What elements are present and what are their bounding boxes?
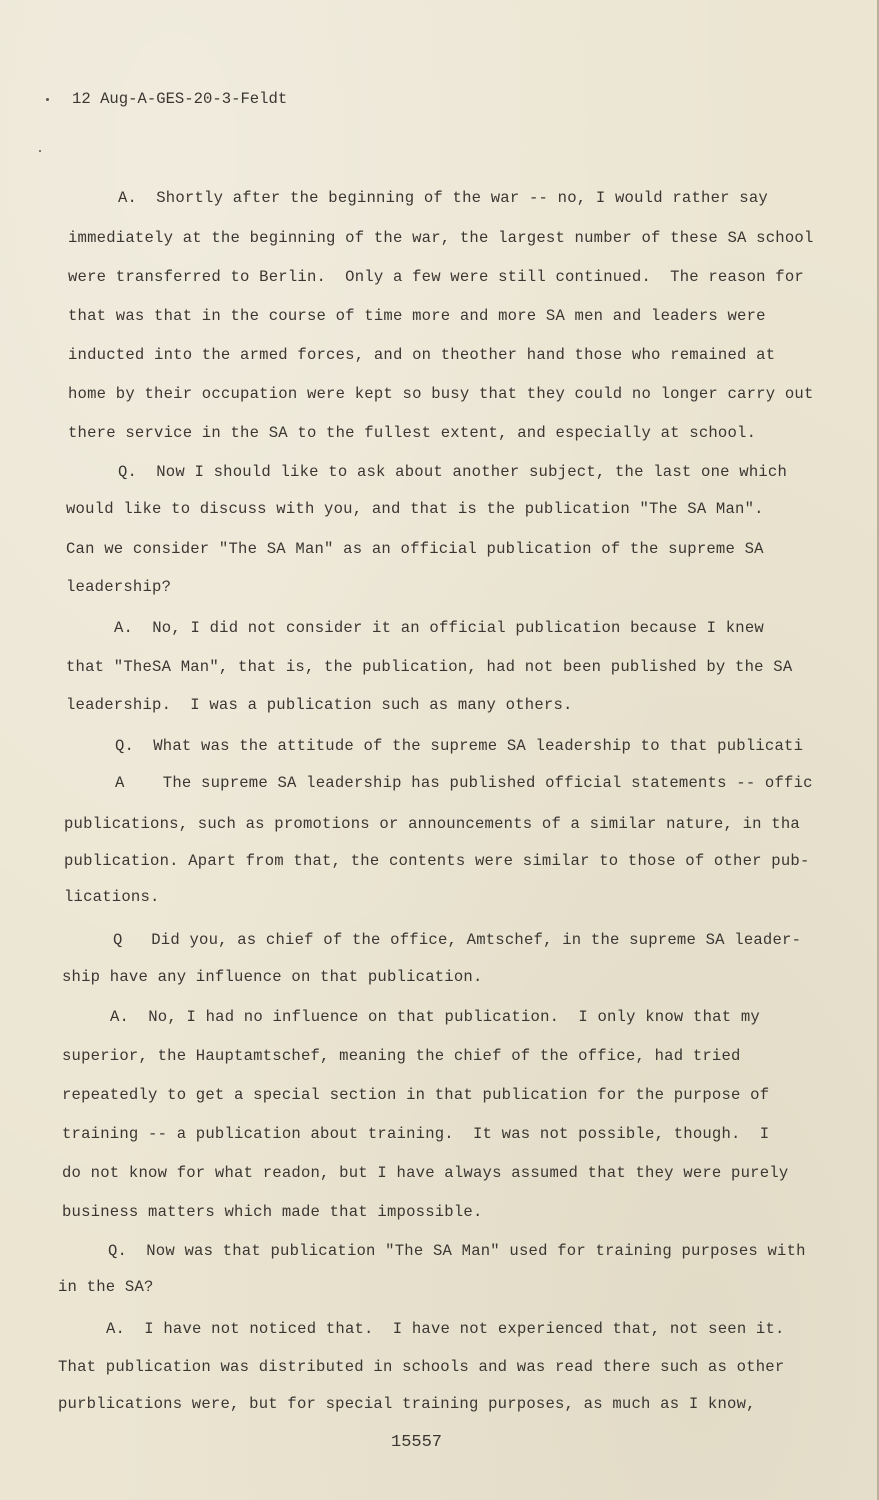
- text-line: home by their occupation were kept so busy that they could no longer carry out: [68, 385, 814, 403]
- text-line: that was that in the course of time more and more SA men and leaders were: [68, 307, 766, 325]
- text-line: lications.: [64, 888, 160, 906]
- text-line: superior, the Hauptamtschef, meaning the chief of the office, had tried: [62, 1047, 741, 1065]
- text-line: A. No, I did not consider it an official publication because I knew: [114, 619, 764, 637]
- text-line: A. Shortly after the beginning of the war -- no, I would rather say: [118, 189, 768, 207]
- text-line: purblications were, but for special training purposes, as much as I know,: [58, 1395, 756, 1413]
- text-line: Q. What was the attitude of the supreme SA leadership to that publicati: [115, 737, 804, 755]
- text-line: inducted into the armed forces, and on theother hand those who remained at: [68, 346, 776, 364]
- text-line: in the SA?: [58, 1278, 154, 1296]
- text-line: Q. Now was that publication "The SA Man" used for training purposes with: [108, 1242, 806, 1260]
- margin-mark: [46, 98, 49, 101]
- text-line: leadership. I was a publication such as many others.: [66, 696, 573, 714]
- text-line: publications, such as promotions or announcements of a similar nature, in tha: [64, 815, 800, 833]
- text-line: A The supreme SA leadership has published official statements -- offic: [115, 774, 813, 792]
- text-line: training -- a publication about training. It was not possible, though. I: [62, 1125, 770, 1143]
- text-line: publication. Apart from that, the contents were similar to those of other pub-: [64, 852, 810, 870]
- text-line: repeatedly to get a special section in that publication for the purpose of: [62, 1086, 770, 1104]
- text-line: A. I have not noticed that. I have not experienced that, not seen it.: [106, 1320, 785, 1338]
- text-line: Can we consider "The SA Man" as an official publication of the supreme SA: [66, 540, 764, 558]
- text-line: that "TheSA Man", that is, the publication, had not been published by the SA: [66, 658, 793, 676]
- document-reference: 12 Aug-A-GES-20-3-Feldt: [72, 90, 288, 108]
- text-line: ship have any influence on that publication.: [62, 968, 483, 986]
- text-line: Q Did you, as chief of the office, Amtschef, in the supreme SA leader-: [113, 931, 802, 949]
- text-line: leadership?: [66, 578, 172, 596]
- text-line: would like to discuss with you, and that is the publication "The SA Man".: [66, 500, 764, 518]
- text-line: do not know for what readon, but I have always assumed that they were purely: [62, 1164, 789, 1182]
- text-line: were transferred to Berlin. Only a few were still continued. The reason for: [68, 268, 804, 286]
- text-line: there service in the SA to the fullest extent, and especially at school.: [68, 424, 757, 442]
- page-number: 15557: [391, 1433, 443, 1452]
- text-line: business matters which made that impossible.: [62, 1203, 483, 1221]
- text-line: A. No, I had no influence on that publication. I only know that my: [110, 1008, 760, 1026]
- text-line: immediately at the beginning of the war, the largest number of these SA school: [68, 229, 814, 247]
- text-line: Q. Now I should like to ask about another subject, the last one which: [118, 463, 788, 481]
- margin-mark: [39, 150, 41, 152]
- text-line: That publication was distributed in schools and was read there such as other: [58, 1358, 785, 1376]
